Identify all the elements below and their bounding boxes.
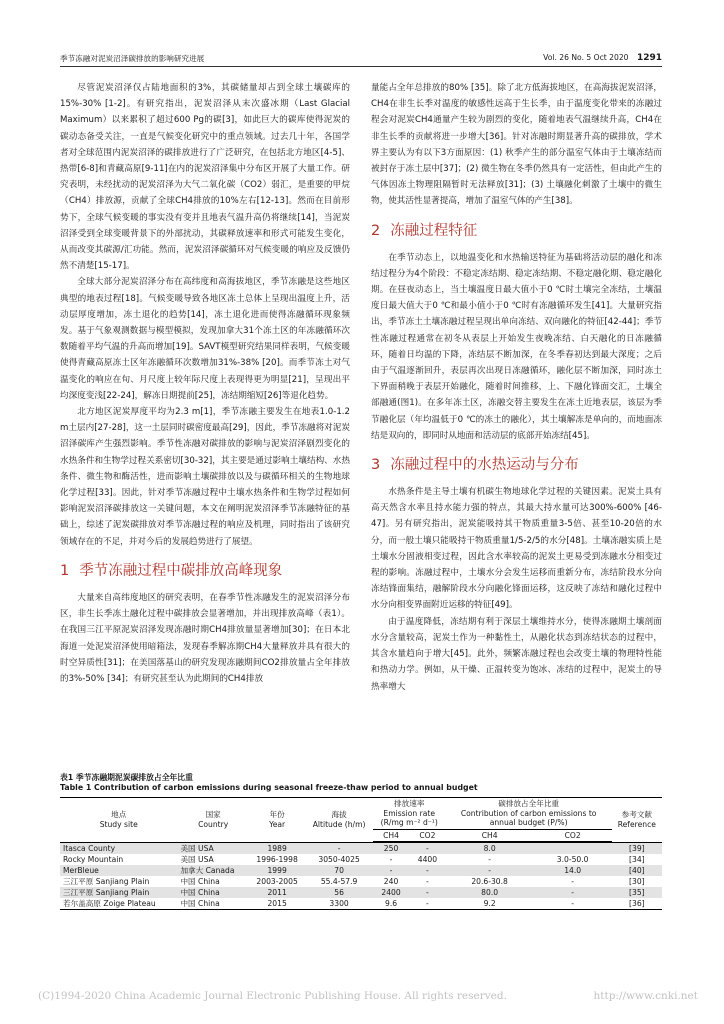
journal-volume: Vol. 26 No. 5 Oct 2020 <box>543 53 629 62</box>
copyright-footer <box>38 990 698 1002</box>
table-caption-cn: 表1 季节冻融期泥炭碳排放占全年比重 <box>60 773 193 782</box>
paragraph: 全球大部分泥炭沼泽分布在高纬度和高海拔地区，季节冻融是这些地区典型的地表过程[18]。气候变暖导致各地区冻土总体上呈现出温度上升，活动层厚度增加，冻土退化的趋势[14]，冻土退化进而使得冻融循环现象频发。基于气象观测数据与模型模拟，发现加拿大31个冻土区的年冻融循环次数随着平均气温的升高而增加[19]。SAVT模型研究结果同样表明，气候变暖使得青藏高原冻土区年冻融循环次数增加31%-38% [20]。而季节冻土对气温变化的响应在旬、月尺度上较年际尺度上表现得更为明显[21]，呈现出平均深度变浅[22-24]，解冻日期提前[25]，冻结期缩短[26]等退化趋势。 <box>60 277 350 401</box>
cell-ref: [36] <box>612 898 662 910</box>
col-header-altitude: 海拔 Altitude (h/m) <box>312 810 366 829</box>
cell-altitude: 3300 <box>305 898 373 910</box>
section-number: 3 <box>371 457 381 474</box>
cell-ref: [40] <box>612 865 662 876</box>
cell-rate-ch4: 250 <box>373 843 409 855</box>
section-number: 2 <box>371 222 381 239</box>
cell-p-ch4: 8.0 <box>446 843 534 855</box>
cell-year: 2003-2005 <box>256 877 298 886</box>
cell-country: 中国 China <box>180 877 220 886</box>
cell-altitude: - <box>305 843 373 855</box>
header-rule <box>60 66 662 67</box>
cell-site: 若尔盖高原 Zoige Plateau <box>60 898 177 910</box>
left-column <box>60 80 350 687</box>
cell-ref: [30] <box>629 877 645 886</box>
cell-country: 加拿大 Canada <box>177 865 248 876</box>
table-row <box>60 898 662 910</box>
cell-year: 1996-1998 <box>256 855 298 864</box>
cell-ref: [34] <box>629 855 645 864</box>
footer-url: http://www.cnki.net <box>593 990 698 1002</box>
subheader-p-ch4: CH4 <box>446 829 534 842</box>
cell-site: 三江平原 Sanjiang Plain <box>63 877 150 886</box>
cell-p-co2: - <box>571 877 575 886</box>
cell-p-co2 <box>534 843 612 855</box>
section-title: 冻融过程中的水热运动与分布 <box>390 457 579 474</box>
paragraph: 由于温度降低，冻结期有利于深层土壤维持水分，使得冻融期土壤剖面水分含量较高，泥炭土作为一种黏性土，从融化状态到冻结状态的过程中，其含水量趋向于增大[45]。此外，频繁冻融过程也会改变土壤的物理特性能和热动力学。例如，从干燥、正温转变为饱冰、冻结的过程中，泥炭土的导热率增大 <box>371 616 662 692</box>
cell-ref: [35] <box>612 887 662 898</box>
paragraph: 大量来自高纬度地区的研究表明，在春季节性冻融发生的泥炭沼泽分布区，非生长季冻土融化过程中碳排放会显著增加，并出现排放高峰（表1）。在我国三江平原泥炭沼泽发现冻融时期CH4排放量显著增加[30]；在日本北海道一处泥炭沼泽使用暗箱法，发现春季解冻期CH4大量释放并具有很大的时空异质性[31]；在美国落基山的研究发现冻融期间CO2排放量占全年排放的3%-50% [34]；有研究甚至认为此期间的CH4排放 <box>60 592 350 684</box>
paragraph: 北方地区泥炭厚度平均为2.3 m[1]，季节冻融主要发生在地表1.0-1.2 m土层内[27-28]，这一土层同时碳密度最高[29]，因此，季节冻融将对泥炭沼泽碳库产生强烈影响。季节性冻融对碳排放的影响与泥炭沼泽剧烈变化的水热条件和生物学过程关系密切[30-32]，其主要是通过影响土壤结构、水热条件、微生物和酶活性，进而影响土壤碳排放以及与碳循环相关的生物地球化学过程[33]。因此，针对季节冻融过程中土壤水热条件和生物学过程如何影响泥炭沼泽碳排放这一关键问题，本文在阐明泥炭沼泽季节冻融特征的基础上，综述了泥炭碳排放对季节冻融过程的响应及机理，同时指出了该研究领域存在的不足，并对今后的发展趋势进行了展望。 <box>60 407 350 547</box>
section-heading-1 <box>60 560 350 582</box>
cell-p-co2: - <box>534 887 612 898</box>
cell-rate-ch4: - <box>373 865 409 876</box>
cell-year: 1989 <box>249 843 305 855</box>
right-column <box>371 80 662 695</box>
page-number: 1291 <box>636 53 662 63</box>
cell-p-ch4: 9.2 <box>446 898 534 910</box>
cell-country: 美国 USA <box>177 843 248 855</box>
cell-p-ch4: - <box>488 855 491 864</box>
cell-site: Rocky Mountain <box>63 855 124 864</box>
table-row <box>60 843 662 855</box>
subheader-rate-ch4: CH4 <box>373 829 409 842</box>
cell-rate-ch4: 240 <box>383 877 399 886</box>
cell-p-co2: 3.0-50.0 <box>556 855 589 864</box>
running-title: 季节冻融对泥炭沼泽碳排放的影响研究进展 <box>60 53 205 63</box>
col-header-rate: 排放速率 Emission rate (R/mg m⁻² d⁻¹) <box>380 799 438 827</box>
cell-site: Itasca County <box>60 843 177 855</box>
table-caption-en: Table 1 Contribution of carbon emissions during seasonal freeze-thaw period to annual budget <box>60 783 478 792</box>
section-title: 季节冻融过程中碳排放高峰现象 <box>79 562 283 579</box>
running-header <box>60 51 662 65</box>
copyright-text: (C)1994-2020 China Academic Journal Electronic Publishing House. All rights reserved. <box>38 990 507 1002</box>
cell-rate-co2: - <box>409 865 445 876</box>
cell-rate-co2: 4400 <box>417 855 438 864</box>
table-row <box>60 876 662 887</box>
cell-rate-ch4: 2400 <box>373 887 409 898</box>
section-heading-2 <box>371 220 662 242</box>
paragraph: 量能占全年总排放的80% [35]。除了北方低海拔地区，在高海拔泥炭沼泽，CH4在非生长季对温度的敏感性远高于生长季，由于温度变化带来的冻融过程会对泥炭CH4通量产生较为剧烈的变化，随着地表气温继续升高，CH4在非生长季的贡献将进一步增大[36]。针对冻融时期显著升高的碳排放，学术界主要认为有以下3方面原因：(1) 秋季产生的部分温室气体由于土壤冻结而被封存于冻土层中[37]；(2) 微生物在冬季仍然具有一定活性，但由此产生的气体因冻土物理阻隔暂时无法释放[31]；(3) 土壤融化刺激了土壤中的微生物，使其活性显著提高，增加了温室气体的产生[38]。 <box>371 83 662 207</box>
cell-country: 中国 China <box>177 887 248 898</box>
subheader-p-co2: CO2 <box>534 829 612 842</box>
cell-altitude: 55.4-57.9 <box>320 877 358 886</box>
cell-year: 2011 <box>249 887 305 898</box>
cell-site: MerBleue <box>60 865 177 876</box>
cell-rate-co2: - <box>409 898 445 910</box>
col-header-country: 国家 Country <box>198 810 229 829</box>
cell-country: 美国 USA <box>180 855 214 864</box>
section-heading-3 <box>371 454 662 476</box>
table-row <box>60 854 662 865</box>
paragraph: 尽管泥炭沼泽仅占陆地面积的3%，其碳储量却占到全球土壤碳库的15%-30% [1-2]。有研究指出，泥炭沼泽从末次盛冰期（Last Glacial Maximum）以来累积了超过600 Pg的碳[3]，如此巨大的碳库使得泥炭的碳动态备受关注，一直是气候变化研究中的重点领域。过去几十年，各国学者对全球范围内泥炭沼泽的碳排放进行了广泛研究，在包括北方地区[4-5]、热带[6-8]和青藏高原[9-11]在内的泥炭沼泽集中分布区开展了大量工作。研究表明，未经扰动的泥炭沼泽为大气二氧化碳（CO2）弱汇，是重要的甲烷（CH4）排放源，贡献了全球CH4排放的10%左右[12-13]。然而在目前形势下，全球气候变暖的事实没有变并且地表气温升高仍将继续[14]，当泥炭沼泽受到全球变暖背景下的外部扰动，其碳释放速率和形式可能发生变化，从而改变其碳源/汇功能。然而，泥炭沼泽碳循环对气候变暖的响应及反馈仍然不清楚[15-17]。 <box>60 83 350 272</box>
cell-altitude: 3050-4025 <box>318 855 360 864</box>
cell-p-co2: - <box>534 898 612 910</box>
cell-ref: [39] <box>612 843 662 855</box>
cell-year: 2015 <box>249 898 305 910</box>
cell-altitude: 70 <box>305 865 373 876</box>
emission-table <box>60 797 662 910</box>
col-header-site: 地点 Study site <box>99 810 138 829</box>
section-number: 1 <box>60 562 70 579</box>
cell-year: 1999 <box>249 865 305 876</box>
cell-rate-co2: - <box>409 887 445 898</box>
paragraph: 水热条件是主导土壤有机碳生物地球化学过程的关键因素。泥炭土具有高天然含水率且持水能力强的特点，其最大持水量可达300%-600% [46-47]。另有研究指出，泥炭能吸持其干物质重量3-5倍、甚至10-20倍的水分，而一般土壤只能吸持干物质重量1/5-2/5的水分[48]。土壤冻融实质上是土壤水分固液相变过程，因此含水率较高的泥炭土更易受到冻融水分相变过程的影响。冻融过程中，土壤水分会发生运移而重新分布，冻结阶段水分向冻结锋面集结，融解阶段水分向融化锋面运移，这反映了冻结和融化过程中水分向相变界面附近运移的特征[49]。 <box>371 487 662 611</box>
cell-site: 三江平原 Sanjiang Plain <box>60 887 177 898</box>
cell-rate-co2: - <box>409 843 445 855</box>
cell-p-ch4: 80.0 <box>446 887 534 898</box>
cell-altitude: 56 <box>305 887 373 898</box>
col-header-year: 年份 Year <box>269 810 286 829</box>
cell-rate-ch4: - <box>389 855 393 864</box>
table-row <box>60 887 662 898</box>
table-row <box>60 865 662 876</box>
paragraph: 在季节动态上，以地温变化和水热输送特征为基础将活动层的融化和冻结过程分为4个阶段：不稳定冻结期、稳定冻结期、不稳定融化期、稳定融化期。在昼夜动态上，当土壤温度日最大值小于0 ℃时土壤完全冻结，土壤温度日最大值大于0 ℃和最小值小于0 ℃时有冻融循环发生[41]。大量研究指出，季节冻土土壤冻融过程呈现出单向冻结、双向融化的特征[42-44]；季节性冻融过程通常在初冬从表层上开始发生夜晚冻结、白天融化的日冻融循环，随着日均温的下降，冻结层不断加深，在冬季春初达到最大深度；之后由于气温逐渐回升，表层再次出现日冻融循环，融化层不断加深，同时冻土下界面稍晚于表层开始融化，随着时间推移，上、下融化锋面交汇，土壤全部融通(图1)。在多年冻土区，冻融交替主要发生在冻土近地表层，该层为季节融化层（年均温低于0 ℃的冻土的融化），其土壤解冻是单向的，而地面冻结是双向的，即同时从地面和活动层的底部开始冻结[45]。 <box>371 252 662 441</box>
cell-p-co2: 14.0 <box>534 865 612 876</box>
cell-p-ch4: 20.6-30.8 <box>471 877 508 886</box>
cell-rate-ch4: 9.6 <box>373 898 409 910</box>
journal-info <box>543 53 662 63</box>
cell-rate-co2: - <box>426 877 429 886</box>
col-header-contribution: 碳排放占全年比重 Contribution of carbon emissions to annual budget (P/%) <box>460 799 597 827</box>
cell-p-ch4: - <box>446 865 534 876</box>
subheader-rate-co2: CO2 <box>409 829 445 842</box>
col-header-reference: 参考文献 Reference <box>617 810 656 829</box>
section-title: 冻融过程特征 <box>390 222 478 239</box>
table-1 <box>60 773 662 910</box>
cell-country: 中国 China <box>177 898 248 910</box>
